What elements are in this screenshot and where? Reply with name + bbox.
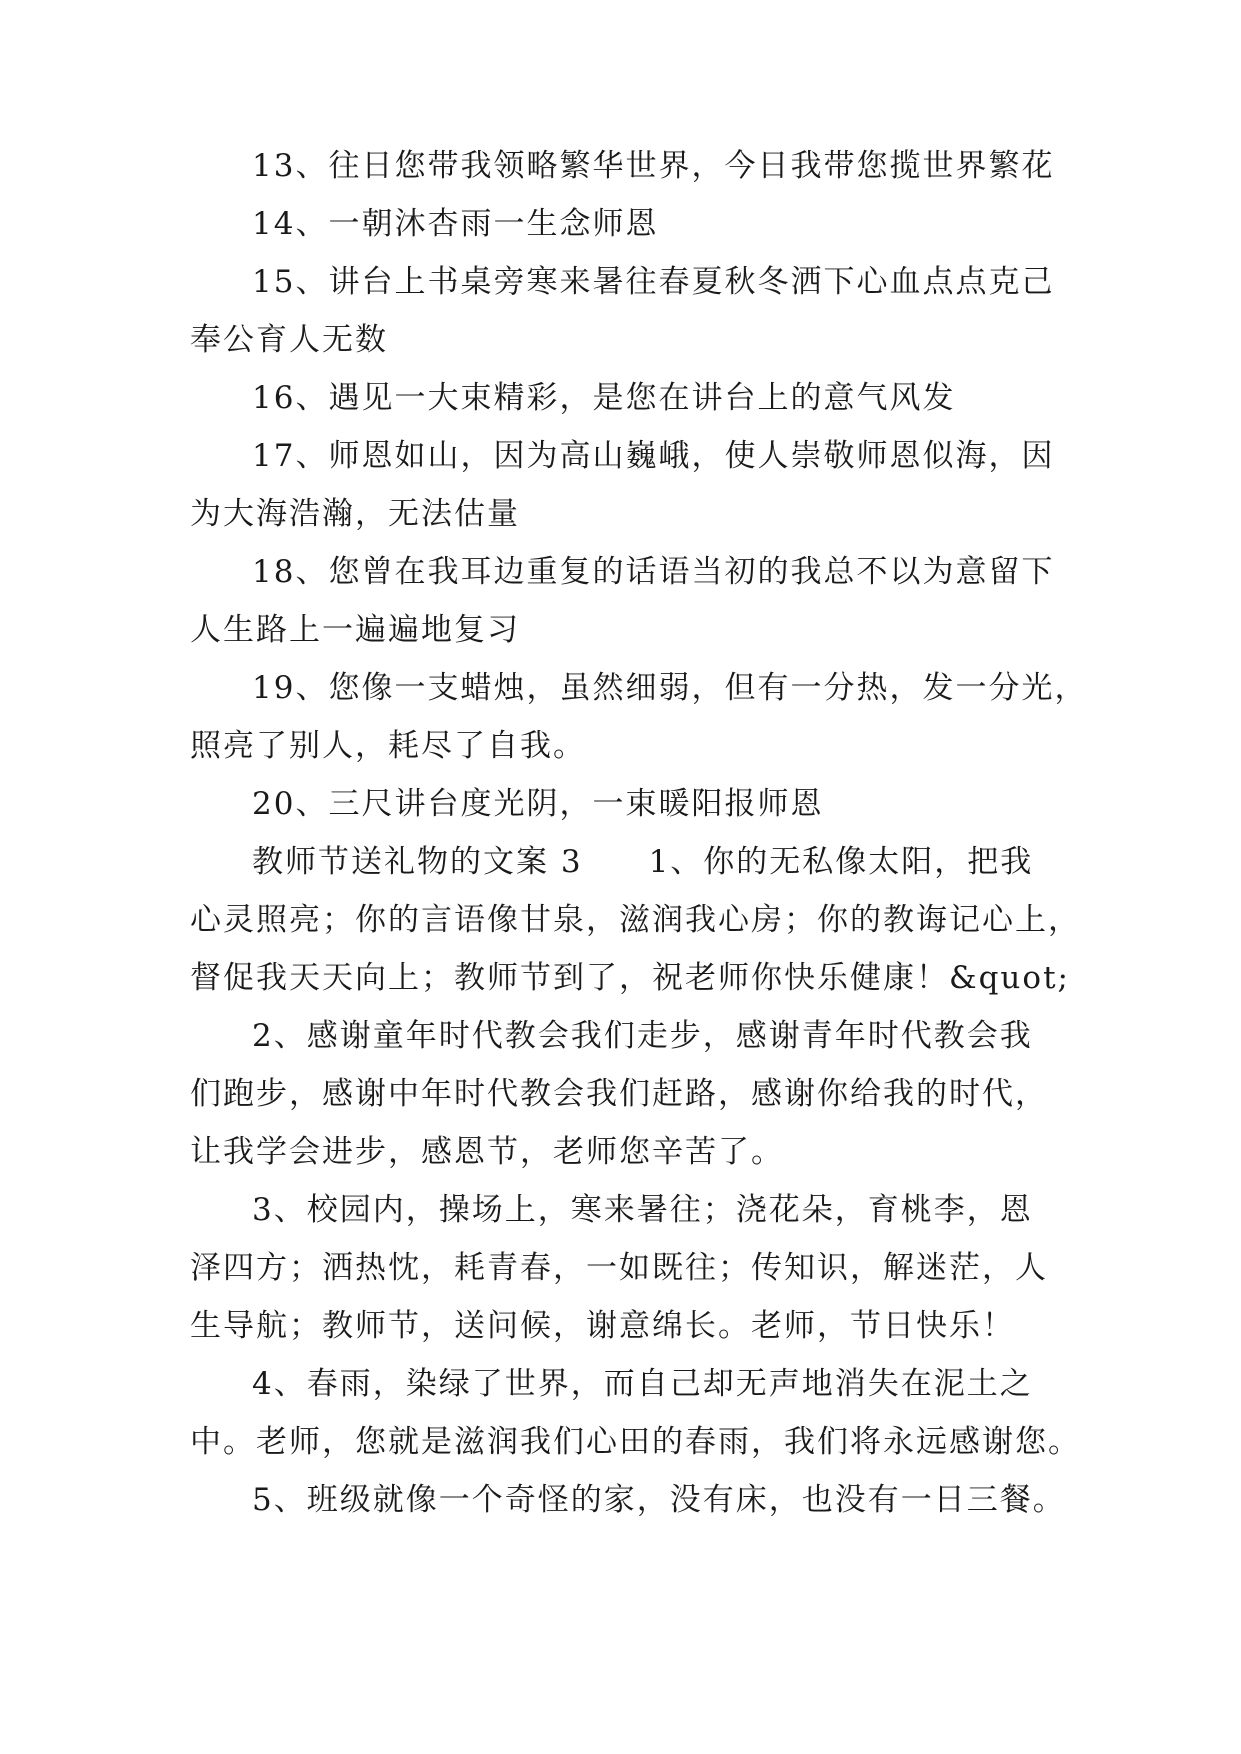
text-line-s3-5: 5、班级就像一个奇怪的家，没有床，也没有一日三餐。: [252, 1482, 1066, 1518]
text-line-13: 13、往日您带我领略繁华世界，今日我带您揽世界繁花: [252, 148, 1055, 184]
text-line-14: 14、一朝沐杏雨一生念师恩: [252, 206, 659, 242]
text-line-s3-1-cont1: 心灵照亮；你的言语像甘泉，滋润我心房；你的教诲记心上，: [190, 902, 1081, 938]
text-line-19-cont: 照亮了别人，耗尽了自我。: [190, 728, 586, 764]
text-line-s3-2-cont1: 们跑步，感谢中年时代教会我们赶路，感谢你给我的时代，: [190, 1076, 1048, 1112]
text-line-s3-3-cont2: 生导航；教师节，送问候，谢意绵长。老师，节日快乐！: [190, 1308, 1015, 1344]
text-line-s3-1-cont2: 督促我天天向上；教师节到了，祝老师你快乐健康！&quot;: [190, 960, 1070, 996]
text-line-s3-4-cont: 中。老师，您就是滋润我们心田的春雨，我们将永远感谢您。: [190, 1424, 1081, 1460]
section-heading-line: 教师节送礼物的文案 3 1、你的无私像太阳，把我: [252, 844, 1034, 880]
text-line-17: 17、师恩如山，因为高山巍峨，使人崇敬师恩似海，因: [252, 438, 1055, 474]
text-line-20: 20、三尺讲台度光阴，一束暖阳报师恩: [252, 786, 824, 822]
text-line-18: 18、您曾在我耳边重复的话语当初的我总不以为意留下: [252, 554, 1055, 590]
text-line-15: 15、讲台上书桌旁寒来暑往春夏秋冬洒下心血点点克己: [252, 264, 1055, 300]
text-line-15-cont: 奉公育人无数: [190, 322, 388, 358]
text-line-s3-2: 2、感谢童年时代教会我们走步，感谢青年时代教会我: [252, 1018, 1033, 1054]
text-line-s3-4: 4、春雨，染绿了世界，而自己却无声地消失在泥土之: [252, 1366, 1033, 1402]
text-line-16: 16、遇见一大束精彩，是您在讲台上的意气风发: [252, 380, 956, 416]
text-line-17-cont: 为大海浩瀚，无法估量: [190, 496, 520, 532]
text-line-s3-3: 3、校园内，操场上，寒来暑往；浇花朵，育桃李，恩: [252, 1192, 1033, 1228]
text-line-s3-3-cont1: 泽四方；洒热忱，耗青春，一如既往；传知识，解迷茫，人: [190, 1250, 1048, 1286]
text-line-s3-2-cont2: 让我学会进步，感恩节，老师您辛苦了。: [190, 1134, 784, 1170]
text-line-18-cont: 人生路上一遍遍地复习: [190, 612, 520, 648]
text-line-19: 19、您像一支蜡烛，虽然细弱，但有一分热，发一分光，: [252, 670, 1088, 706]
